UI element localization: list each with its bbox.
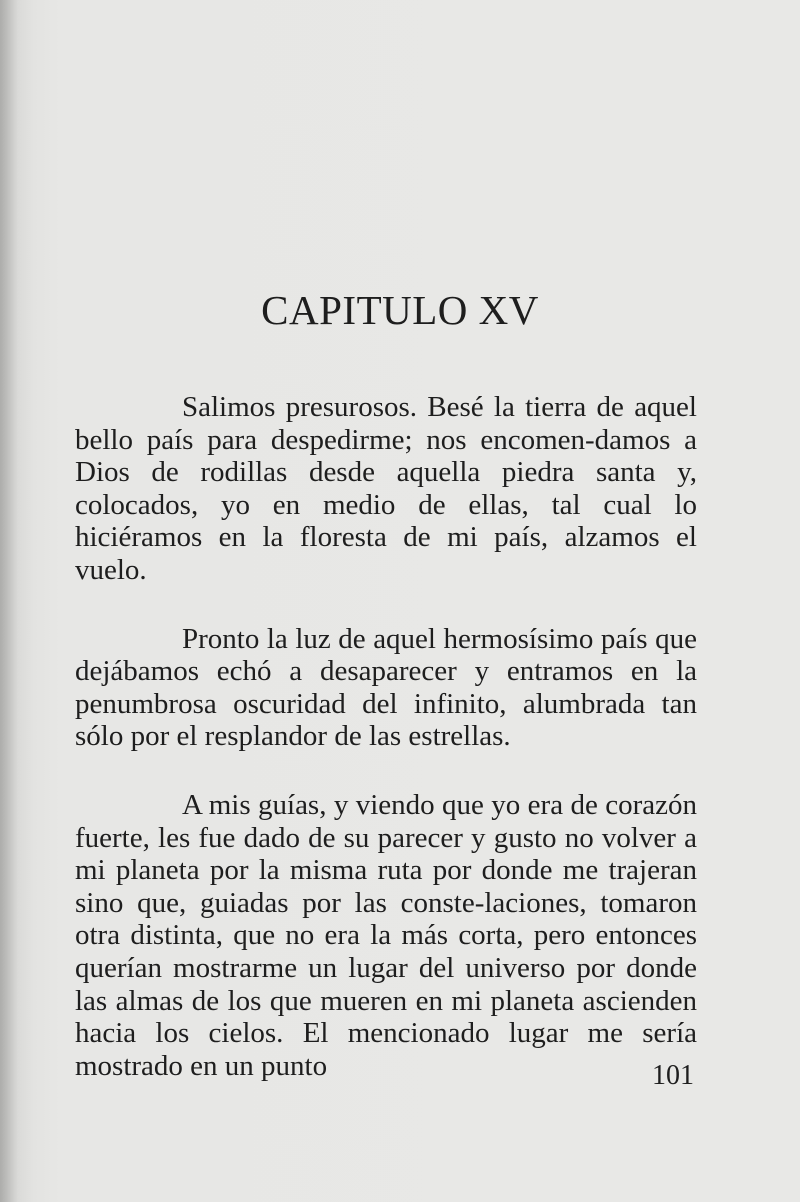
page-number: 101: [652, 1060, 694, 1091]
paragraph-3: A mis guías, y viendo que yo era de corazón fuerte, les fue dado de su parecer y gusto no volver a mi planeta por la misma ruta por donde me trajeran sino que, guiadas por las conste-laciones, tomaron otra distinta, que no era la más corta, pero entonces querían mostrarme un lugar del universo por donde las almas de los que mueren en mi planeta ascienden hacia los cielos. El mencionado lugar me sería mostrado en un punto: [75, 788, 697, 1082]
chapter-title: CAPITULO XV: [261, 287, 539, 333]
body-text: [75, 391, 697, 1082]
paragraph-1: Salimos presurosos. Besé la tierra de aquel bello país para despedirme; nos encomen-damos a Dios de rodillas desde aquella piedra santa y, colocados, yo en medio de ellas, tal cual lo hiciéramos en la floresta de mi país, alzamos el vuelo.: [75, 391, 697, 586]
spine-shadow: [0, 0, 18, 1202]
paragraph-2: Pronto la luz de aquel hermosísimo país que dejábamos echó a desaparecer y entramos en la penumbrosa oscuridad del infinito, alumbrada tan sólo por el resplandor de las estrellas.: [75, 622, 697, 753]
